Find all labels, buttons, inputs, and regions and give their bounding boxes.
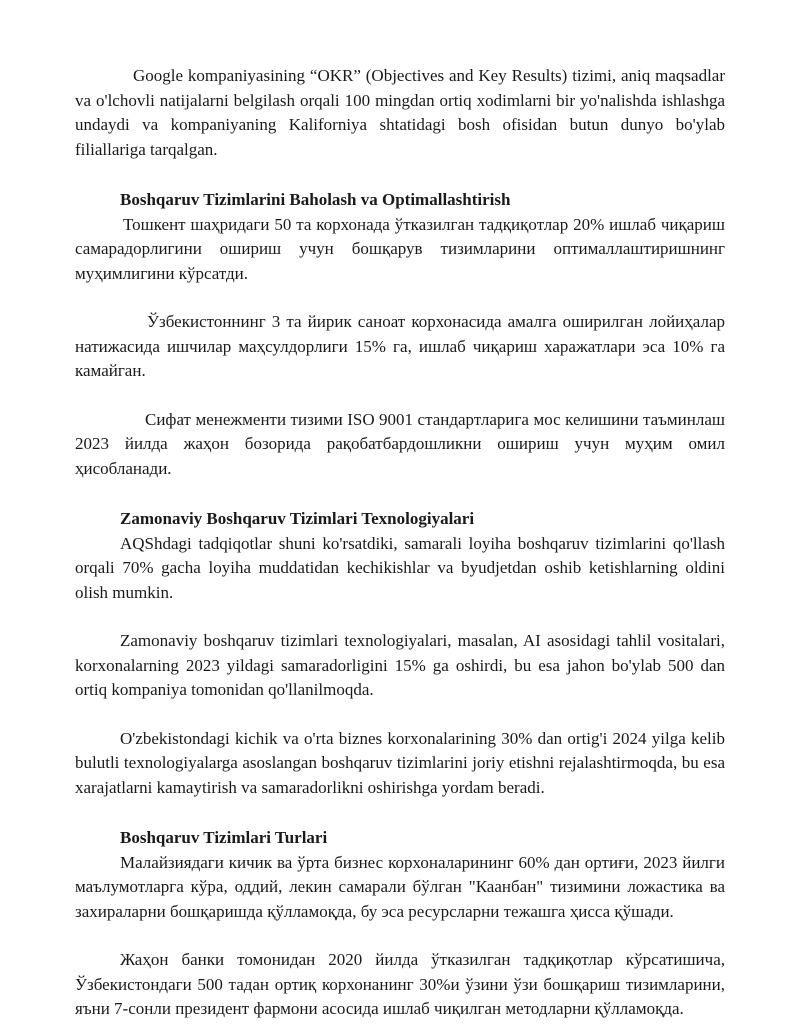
paragraph: O'zbekistondagi kichik va o'rta biznes korxonalarining 30% dan ortig'i 2024 yilga kelib bulutli texnologiyalarga asoslangan boshqaruv tizimlarini joriy etishni rejalashtirmoqda, bu esa xarajatlarni kamaytirish va samaradorlikni oshirishga yordam beradi.	[75, 728, 725, 797]
section-heading-types: Boshqaruv Tizimlari Turlari	[120, 828, 328, 847]
section-heading-technologies: Zamonaviy Boshqaruv Tizimlari Texnologiyalari	[120, 509, 475, 528]
paragraph: Тошкент шаҳридаги 50 та корхонада ўтказилган тадқиқотлар 20% ишлаб чиқариш самарадорлигини ошириш учун бошқарув тизимларини оптималлаштиришнинг муҳимлигини кўрсатди.	[75, 214, 725, 283]
paragraph: Ўзбекистоннинг 3 та йирик саноат корхонасида амалга оширилган лойиҳалар натижасида ишчилар маҳсулдорлиги 15% га, ишлаб чиқариш харажатлари эса 10% га камайган.	[75, 312, 725, 380]
paragraph: AQShdagi tadqiqotlar shuni ko'rsatdiki, samarali loyiha boshqaruv tizimlarini qo'llash orqali 70% gacha loyiha muddatidan kechikishlar va byudjetdan oshib ketishlarning oldini olish mumkin.	[75, 533, 725, 602]
paragraph: Малайзиядаги кичик ва ўрта бизнес корхоналарининг 60% дан ортиғи, 2023 йилги маълумотларга кўра, оддий, лекин самарали бўлган "Каанбан" тизимини ложастика ва захираларни бошқаришда қўлламоқда, бу эса ресурсларни тежашга ҳисса қўшади.	[75, 852, 725, 921]
paragraph: Zamonaviy boshqaruv tizimlari texnologiyalari, masalan, AI asosidagi tahlil vositalari, korxonalarning 2023 yildagi samaradorligini 15% ga oshirdi, bu esa jahon bo'ylab 500 dan ortiq kompaniya tomonidan qo'llanilmoqda.	[75, 631, 725, 699]
paragraph: Жаҳон банки томонидан 2020 йилда ўтказилган тадқиқотлар кўрсатишича, Ўзбекистондаги 500 тадан ортиқ корхонанинг 30%и ўзини ўзи бошқариш тизимларини, яъни 7-сонли президент фармони асосида ишлаб чиқилган методларни қўлламоқда.	[75, 950, 725, 1018]
section-heading-evaluation: Boshqaruv Tizimlarini Baholash va Optimallashtirish	[120, 190, 511, 209]
intro-paragraph: Google kompaniyasining “OKR” (Objectives and Key Results) tizimi, aniq maqsadlar va o'lchovli natijalarni belgilash orqali 100 mingdan ortiq xodimlarni bir yo'nalishda ishlashga undaydi va kompaniyaning Kaliforniya shtatidagi bosh ofisidan butun dunyo bo'ylab filiallariga tarqalgan.	[75, 66, 725, 159]
paragraph: Сифат менежменти тизими ISO 9001 стандартларига мос келишини таъминлаш 2023 йилда жаҳон бозорида рақобатбардошликни ошириш учун муҳим омил ҳисобланади.	[75, 409, 725, 478]
